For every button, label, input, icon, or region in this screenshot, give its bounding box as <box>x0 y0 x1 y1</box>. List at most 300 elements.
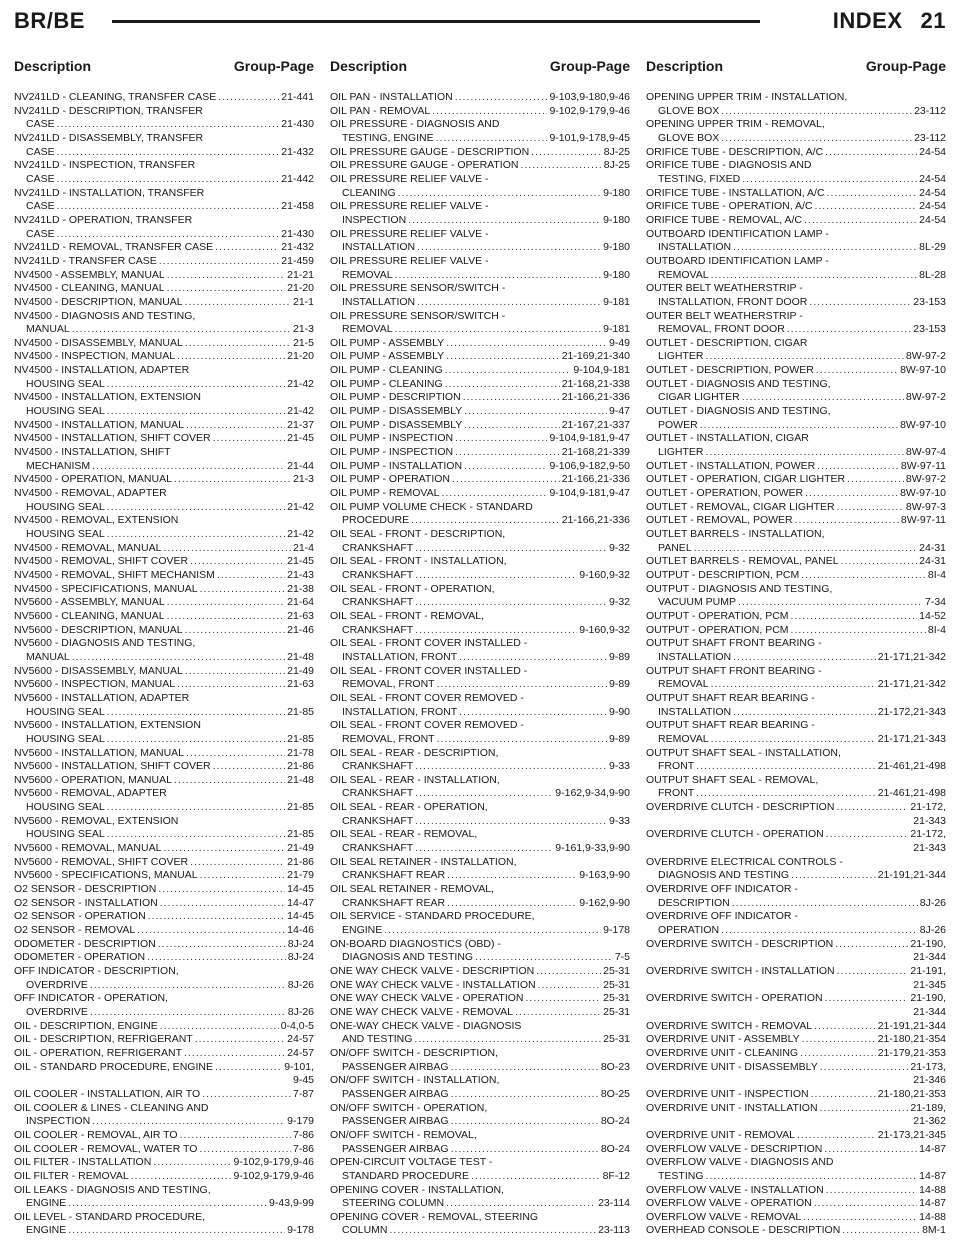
entry-page-ref: 8W-97-3 <box>905 500 946 513</box>
entry-line <box>330 828 630 842</box>
dot-leader <box>742 391 904 405</box>
entry-description: ODOMETER - DESCRIPTION <box>14 937 156 950</box>
index-entry <box>14 1061 314 1088</box>
dot-leader <box>185 296 291 310</box>
entry-description: OVERDRIVE OFF INDICATOR - <box>646 883 798 896</box>
dot-leader <box>174 774 285 788</box>
entry-line <box>330 719 630 733</box>
entry-description: OIL PUMP - OPERATION <box>330 473 450 486</box>
dot-leader <box>137 924 285 938</box>
index-entry <box>646 282 946 309</box>
entry-description: NV4500 - REMOVAL, MANUAL <box>14 541 162 554</box>
entry-description: FRONT <box>658 787 695 800</box>
entry-continuation <box>330 787 630 801</box>
entry-description: ODOMETER - OPERATION <box>14 951 146 964</box>
entry-page-ref: 21-4 <box>292 541 314 554</box>
group-page-header: Group-Page <box>233 58 314 74</box>
entry-description: OVERDRIVE <box>26 978 88 991</box>
index-entry <box>646 432 946 459</box>
index-entry <box>646 1184 946 1198</box>
entry-line <box>646 91 946 105</box>
dot-leader <box>738 596 923 610</box>
entry-continuation <box>646 924 946 938</box>
entry-description: OIL PUMP - ASSEMBLY <box>330 336 445 349</box>
dot-leader <box>158 938 286 952</box>
index-entry <box>14 105 314 132</box>
entry-line <box>330 610 630 624</box>
entry-page-ref: 21-189, <box>910 1101 946 1114</box>
entry-page-ref: 21-20 <box>287 350 314 363</box>
dot-leader <box>459 651 607 665</box>
dot-leader <box>797 1129 876 1143</box>
dot-leader <box>408 214 601 228</box>
entry-line <box>14 105 314 119</box>
entry-line <box>646 310 946 324</box>
entry-line <box>14 432 314 446</box>
dot-leader <box>107 828 285 842</box>
column-header-2 <box>330 58 630 74</box>
dot-leader <box>107 733 285 747</box>
index-entry <box>646 719 946 746</box>
entry-continuation <box>330 624 630 638</box>
entry-continuation <box>330 214 630 228</box>
entry-description: ON/OFF SWITCH - INSTALLATION, <box>330 1074 500 1087</box>
entry-continuation <box>330 1224 630 1236</box>
dot-leader <box>167 610 286 624</box>
dot-leader <box>445 378 560 392</box>
entry-description: NV5600 - REMOVAL, SHIFT COVER <box>14 855 189 868</box>
entry-description: CRANKSHAFT REAR <box>342 896 446 909</box>
entry-line <box>646 255 946 269</box>
entry-line <box>14 1143 314 1157</box>
index-entry <box>14 350 314 364</box>
dot-leader <box>180 1129 291 1143</box>
entry-continuation <box>646 706 946 720</box>
entry-continuation <box>646 760 946 774</box>
dot-leader <box>190 555 285 569</box>
entry-description: PASSENGER AIRBAG <box>342 1060 449 1073</box>
index-entry <box>330 528 630 555</box>
entry-description: OIL SEAL - REAR - OPERATION, <box>330 801 488 814</box>
dot-leader <box>836 801 908 815</box>
dot-leader <box>733 706 876 720</box>
dot-leader <box>415 760 607 774</box>
entry-page-ref: 9-162,9-34,9-90 <box>555 787 630 800</box>
dot-leader <box>174 473 291 487</box>
dot-leader <box>451 1088 599 1102</box>
entry-page-ref: 21-86 <box>287 760 314 773</box>
entry-description: O2 SENSOR - INSTALLATION <box>14 896 158 909</box>
entry-page-ref: 21-3 <box>292 323 314 336</box>
index-entry <box>330 282 630 309</box>
entry-continuation <box>330 1143 630 1157</box>
index-entry <box>330 747 630 774</box>
dot-leader <box>186 419 285 433</box>
entry-page-ref: 8J-24 <box>287 937 314 950</box>
entry-page-ref: 9-89 <box>608 678 630 691</box>
index-entry <box>330 979 630 993</box>
entry-description: OIL LEAKS - DIAGNOSIS AND TESTING, <box>14 1183 211 1196</box>
entry-description: OUTPUT SHAFT REAR BEARING - <box>646 719 815 732</box>
entry-description: REMOVAL <box>658 678 709 691</box>
entry-description: INSTALLATION, FRONT DOOR <box>658 295 808 308</box>
entry-page-ref: 21-166,21-336 <box>561 391 630 404</box>
index-entry <box>330 1156 630 1183</box>
index-entry <box>330 118 630 145</box>
index-entry <box>14 856 314 870</box>
entry-description: NV4500 - INSTALLATION, SHIFT COVER <box>14 432 211 445</box>
entry-page-ref: 21-166,21-336 <box>561 514 630 527</box>
entry-line <box>14 1170 314 1184</box>
entry-page-ref: 21-5 <box>292 336 314 349</box>
entry-line <box>14 1129 314 1143</box>
entry-continuation <box>330 569 630 583</box>
entry-page-ref: 7-5 <box>614 951 630 964</box>
entry-line <box>646 200 946 214</box>
entry-description: NV4500 - DIAGNOSIS AND TESTING, <box>14 309 196 322</box>
dot-leader <box>814 200 917 214</box>
entry-description: OVERDRIVE CLUTCH - DESCRIPTION <box>646 801 835 814</box>
entry-line <box>14 446 314 460</box>
entry-continuation <box>646 269 946 283</box>
entry-line <box>646 146 946 160</box>
dot-leader <box>215 241 279 255</box>
entry-page-ref: 21-191,21-344 <box>877 869 946 882</box>
entry-description: OVERDRIVE SWITCH - REMOVAL <box>646 1019 813 1032</box>
entry-page-ref: 8W-97-10 <box>900 364 946 377</box>
entry-description: NV4500 - INSTALLATION, SHIFT <box>14 446 171 459</box>
entry-description: OUTPUT SHAFT SEAL - INSTALLATION, <box>646 746 841 759</box>
entry-description: OPERATION <box>658 924 720 937</box>
dot-leader <box>57 228 280 242</box>
entry-line <box>330 146 630 160</box>
index-entry <box>330 91 630 105</box>
dot-leader <box>455 432 547 446</box>
desc-header: Description <box>330 58 408 74</box>
entry-page-ref: 21-20 <box>287 282 314 295</box>
entry-description: NV5600 - SPECIFICATIONS, MANUAL <box>14 869 198 882</box>
entry-description: NV5600 - DESCRIPTION, MANUAL <box>14 623 183 636</box>
entry-description: PASSENGER AIRBAG <box>342 1142 449 1155</box>
entry-page-ref: 0-4,0-5 <box>280 1019 314 1032</box>
index-entry <box>646 255 946 282</box>
index-entry <box>330 856 630 883</box>
dot-leader <box>158 883 285 897</box>
entry-line <box>14 473 314 487</box>
entry-description: ENGINE <box>26 1224 67 1236</box>
entry-description: OUTER BELT WEATHERSTRIP - <box>646 282 803 295</box>
entry-description: PROCEDURE <box>342 514 410 527</box>
entry-page-ref: 9-32 <box>608 541 630 554</box>
entry-description: ORIFICE TUBE - REMOVAL, A/C <box>646 213 802 226</box>
entry-line <box>14 419 314 433</box>
index-entry <box>330 487 630 501</box>
entry-page-ref: 9-160,9-32 <box>579 568 630 581</box>
entry-description: INSTALLATION, FRONT <box>342 705 458 718</box>
dot-leader <box>825 992 909 1006</box>
entry-line <box>14 924 314 938</box>
entry-line <box>14 296 314 310</box>
index-entry <box>14 897 314 911</box>
entry-continuation <box>646 542 946 556</box>
entry-description: OPENING UPPER TRIM - INSTALLATION, <box>646 91 848 103</box>
entry-description: FRONT <box>658 760 695 773</box>
index-entry <box>646 692 946 719</box>
index-column-2 <box>330 91 630 1236</box>
entry-description: REMOVAL <box>658 732 709 745</box>
dot-leader <box>805 487 898 501</box>
entry-description: OIL PRESSURE RELIEF VALVE - <box>330 172 489 185</box>
index-entry <box>646 487 946 501</box>
entry-continuation <box>330 323 630 337</box>
dot-leader <box>390 1224 597 1236</box>
entry-continuation <box>330 869 630 883</box>
index-entry <box>14 419 314 433</box>
entry-page-ref: 7-87 <box>292 1087 314 1100</box>
entry-page-ref: 21-432 <box>281 145 314 158</box>
entry-page-ref: 9-33 <box>608 814 630 827</box>
index-entry <box>14 1143 314 1157</box>
dot-leader <box>131 1170 232 1184</box>
entry-description: NV5600 - CLEANING, MANUAL <box>14 609 165 622</box>
entry-line <box>646 569 946 583</box>
entry-description: OUTER BELT WEATHERSTRIP - <box>646 309 803 322</box>
entry-continuation <box>646 787 946 801</box>
index-entry <box>14 446 314 473</box>
entry-description: OVERDRIVE <box>26 1005 88 1018</box>
entry-description: OVERDRIVE OFF INDICATOR - <box>646 910 798 923</box>
index-entry <box>646 1061 946 1088</box>
entry-line <box>330 105 630 119</box>
entry-description: ON-BOARD DIAGNOSTICS (OBD) - <box>330 937 501 950</box>
entry-description: OUTPUT - OPERATION, PCM <box>646 623 789 636</box>
entry-line <box>646 1047 946 1061</box>
dot-leader <box>163 842 285 856</box>
entry-page-ref: 8W-97-10 <box>900 487 946 500</box>
entry-page-ref: 21-190, <box>910 937 946 950</box>
entry-line <box>330 883 630 897</box>
entry-description: COLUMN <box>342 1224 388 1236</box>
index-entry <box>646 583 946 610</box>
dot-leader <box>817 460 899 474</box>
entry-description: NV4500 - ASSEMBLY, MANUAL <box>14 268 165 281</box>
entry-page-ref: 21-21 <box>287 268 314 281</box>
entry-line <box>330 282 630 296</box>
dot-leader <box>57 118 280 132</box>
entry-page-ref: 21-63 <box>287 609 314 622</box>
dot-leader <box>167 596 285 610</box>
entry-page-ref: 9-161,9-33,9-90 <box>555 842 630 855</box>
entry-page-ref: 21-180,21-353 <box>877 1087 946 1100</box>
index-entry <box>646 801 946 828</box>
entry-description: DIAGNOSIS AND TESTING <box>342 951 474 964</box>
entry-page-ref: 9-178 <box>603 924 630 937</box>
index-entry <box>330 419 630 433</box>
desc-header: Description <box>14 58 92 74</box>
entry-page-ref: 21-430 <box>281 118 314 131</box>
entry-line <box>330 1102 630 1116</box>
entry-continuation <box>646 350 946 364</box>
section-title: INDEX <box>832 8 903 33</box>
entry-description: ONE WAY CHECK VALVE - INSTALLATION <box>330 978 536 991</box>
dot-leader <box>520 159 601 173</box>
entry-continuation <box>330 514 630 528</box>
entry-page-ref: 8O-24 <box>600 1142 630 1155</box>
index-entry <box>330 1129 630 1156</box>
entry-description: NV4500 - INSPECTION, MANUAL <box>14 350 176 363</box>
entry-page-ref: 9-180 <box>603 186 630 199</box>
entry-line <box>330 419 630 433</box>
dot-leader <box>721 105 912 119</box>
entry-description: OIL PRESSURE SENSOR/SWITCH - <box>330 309 506 322</box>
entry-continuation <box>330 269 630 283</box>
entry-description: OIL PUMP VOLUME CHECK - STANDARD <box>330 500 533 513</box>
entry-page-ref: 21-78 <box>287 746 314 759</box>
index-entry <box>330 1006 630 1020</box>
entry-continuation <box>646 419 946 433</box>
entry-description: LIGHTER <box>658 446 704 459</box>
entry-description: NV5600 - INSTALLATION, MANUAL <box>14 746 184 759</box>
entry-line <box>330 1211 630 1225</box>
entry-description: OIL PUMP - INSPECTION <box>330 446 454 459</box>
index-entry <box>14 364 314 391</box>
dot-leader <box>177 678 285 692</box>
entry-line <box>330 378 630 392</box>
entry-page-ref: 9-103,9-180,9-46 <box>549 91 630 103</box>
dot-leader <box>415 542 607 556</box>
dot-leader <box>804 214 917 228</box>
entry-page-ref: 21-191,21-344 <box>877 1019 946 1032</box>
entry-continuation <box>14 405 314 419</box>
entry-line <box>14 596 314 610</box>
entry-line <box>330 118 630 132</box>
entry-continuation <box>14 118 314 132</box>
index-entry <box>646 364 946 378</box>
entry-description: NV5600 - REMOVAL, EXTENSION <box>14 814 179 827</box>
entry-description: STANDARD PROCEDURE <box>342 1169 469 1182</box>
index-entry <box>330 391 630 405</box>
index-entry <box>14 610 314 624</box>
entry-page-ref: 24-31 <box>919 541 946 554</box>
entry-description: OVERDRIVE SWITCH - INSTALLATION <box>646 965 835 977</box>
entry-line <box>646 337 946 351</box>
column-headers <box>0 58 960 80</box>
index-entry <box>646 214 946 228</box>
desc-header: Description <box>646 58 724 74</box>
entry-page-ref: 24-54 <box>919 145 946 158</box>
entry-line <box>646 1224 946 1236</box>
entry-description: ENGINE <box>342 924 383 937</box>
entry-continuation <box>646 733 946 747</box>
entry-description: OVERDRIVE UNIT - DISASSEMBLY <box>646 1060 818 1073</box>
dot-leader <box>72 651 285 665</box>
entry-description: NV241LD - INSTALLATION, TRANSFER <box>14 186 205 199</box>
index-column-3 <box>646 91 946 1236</box>
entry-line <box>14 214 314 228</box>
entry-page-ref: 21-180,21-354 <box>877 1033 946 1046</box>
entry-continuation <box>646 173 946 187</box>
entry-continuation <box>330 542 630 556</box>
entry-line <box>14 487 314 501</box>
entry-line <box>330 1020 630 1034</box>
entry-description: OIL PRESSURE RELIEF VALVE - <box>330 200 489 213</box>
entry-continuation <box>330 678 630 692</box>
entry-page-ref: 21-49 <box>287 842 314 855</box>
index-entry <box>14 514 314 541</box>
entry-page-ref: 8W-97-2 <box>905 391 946 404</box>
entry-description: OUTBOARD IDENTIFICATION LAMP - <box>646 227 829 240</box>
index-entry <box>14 760 314 774</box>
entry-continuation <box>14 323 314 337</box>
entry-page-ref: 21-461,21-498 <box>877 760 946 773</box>
entry-continuation <box>330 187 630 201</box>
entry-continuation <box>330 1088 630 1102</box>
entry-page-ref: 9-102,9-179,9-46 <box>233 1156 314 1169</box>
entry-description: INSTALLATION <box>342 241 416 254</box>
entry-page-ref: 9-47 <box>608 405 630 418</box>
entry-description: OIL LEVEL - STANDARD PROCEDURE, <box>14 1210 205 1223</box>
index-column-1 <box>14 91 314 1236</box>
entry-line <box>14 241 314 255</box>
entry-page-ref: 8W-97-2 <box>905 350 946 363</box>
entry-description: OFF INDICATOR - OPERATION, <box>14 992 169 1005</box>
entry-page-ref: 8W-97-10 <box>900 418 946 431</box>
entry-line <box>330 405 630 419</box>
dot-leader <box>531 146 602 160</box>
entry-line <box>330 432 630 446</box>
entry-page-ref: 9-90 <box>608 705 630 718</box>
entry-line <box>330 228 630 242</box>
entry-description: MECHANISM <box>26 459 91 472</box>
dot-leader <box>218 91 279 105</box>
entry-line <box>646 282 946 296</box>
dot-leader <box>147 951 286 965</box>
entry-description: OIL COOLER - REMOVAL, AIR TO <box>14 1128 178 1141</box>
dot-leader <box>455 91 548 105</box>
entry-page-ref: 24-54 <box>919 200 946 213</box>
entry-page-ref: 21-46 <box>287 623 314 636</box>
entry-page-ref: 21-190, <box>910 992 946 1005</box>
entry-page-ref: 9-33 <box>608 760 630 773</box>
entry-continuation <box>14 228 314 242</box>
entry-page-ref: 9-104,9-181,9-47 <box>549 432 630 445</box>
entry-line <box>14 856 314 870</box>
index-entry <box>14 774 314 788</box>
dot-leader <box>92 460 285 474</box>
entry-description: OPEN-CIRCUIT VOLTAGE TEST - <box>330 1156 493 1169</box>
dot-leader <box>809 296 911 310</box>
index-entry <box>14 1184 314 1211</box>
dot-leader <box>90 1006 286 1020</box>
entry-description: OUTBOARD IDENTIFICATION LAMP - <box>646 254 829 267</box>
entry-description: OIL PUMP - INSPECTION <box>330 432 454 445</box>
entry-page-ref: 9-179 <box>287 1115 314 1128</box>
dot-leader <box>57 200 280 214</box>
dot-leader <box>787 323 912 337</box>
entry-description: OIL COOLER - INSTALLATION, AIR TO <box>14 1087 201 1100</box>
index-entry <box>330 255 630 282</box>
entry-page-ref: 21-63 <box>287 678 314 691</box>
dot-leader <box>538 979 602 993</box>
entry-page-ref: 9-89 <box>608 650 630 663</box>
entry-page-ref: 14-87 <box>919 1169 946 1182</box>
entry-continuation <box>330 651 630 665</box>
entry-description: OUTLET - INSTALLATION, CIGAR <box>646 432 809 445</box>
entry-description: ONE-WAY CHECK VALVE - DIAGNOSIS <box>330 1019 522 1032</box>
entry-description: HOUSING SEAL <box>26 405 105 418</box>
entry-description: OUTLET BARRELS - INSTALLATION, <box>646 528 825 540</box>
entry-description: INSTALLATION <box>658 241 732 254</box>
